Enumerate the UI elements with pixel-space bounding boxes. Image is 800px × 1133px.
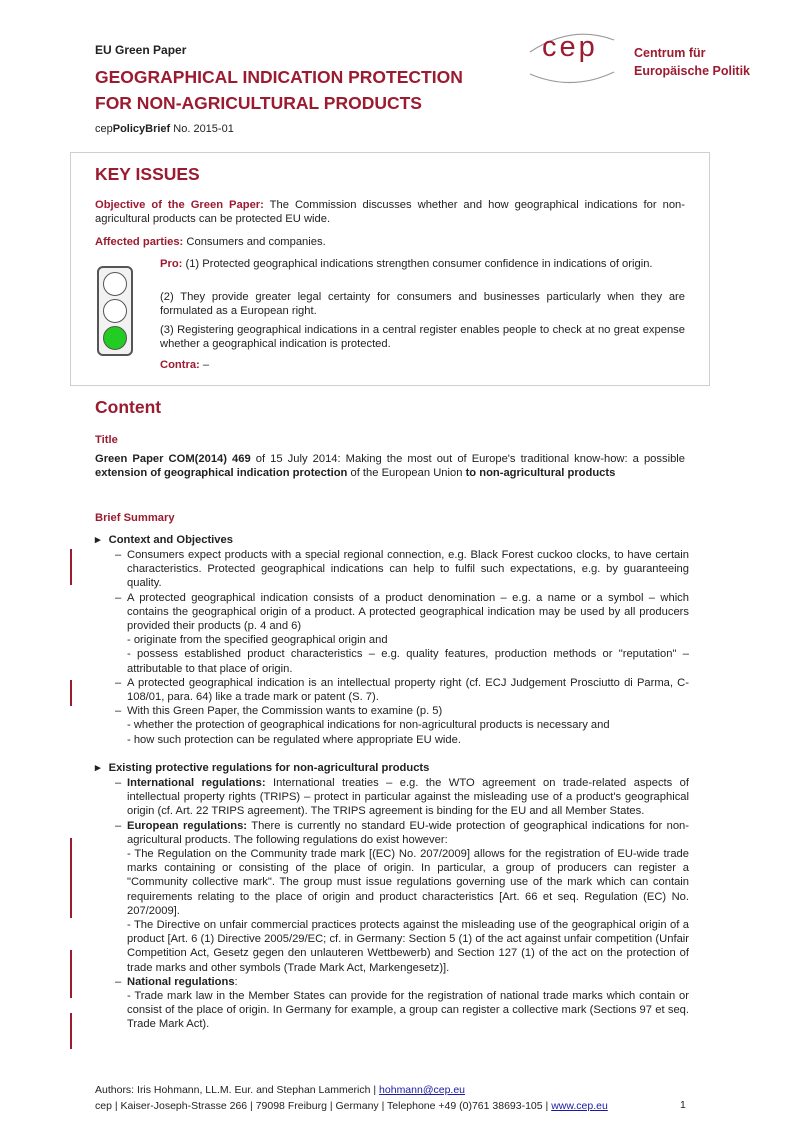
key-issues-heading: KEY ISSUES <box>95 164 200 184</box>
list-item: – European regulations: There is currently no standard EU-wide protection of geographical indications for non-agricultural products. The following regulations do exist however: - The Regulation on the Community trade mark [(EC) No. 207/2009] allows for the registration of EU-wide trade marks containing or consisting of the place of origin. In particular, a group of producers can register a "Community collective mark". The group must issue regulations governing use of the mark which can contain requirements relating to the place of origin and product characteristics [Art. 66 et seq. Regulation (EC) No. 207/2009]. - The Directive on unfair commercial practices protects against the misleading use of the geographical origin of a product [Art. 6 (1) Directive 2005/29/EC; cf. in Germany: Section 5 (1) of the act against unfair competition (Unfair Competition Act, Gesetz gegen den unlauteren Wettbewerb) and Section 127 (1) of the act on the protection of trade marks and other symbols (Trade Mark Act, Markengesetz)]. <box>115 819 689 975</box>
lamp-middle <box>103 299 127 323</box>
affected-parties: Affected parties: Consumers and companies. <box>95 236 326 248</box>
page-number: 1 <box>680 1099 686 1111</box>
footer: Authors: Iris Hohmann, LL.M. Eur. and Stephan Lammerich | hohmann@cep.eu cep | Kaiser-Joseph-Strasse 266 | 79098 Freiburg | Germany | Telephone +49 (0)761 38693-105 | www.cep.eu <box>95 1084 608 1112</box>
title-paragraph: Green Paper COM(2014) 469 of 15 July 2014: Making the most out of Europe's traditional know-how: a possible extension of geographical indication protection of the European Union to non-agricultural products <box>95 453 686 480</box>
pro-3: (3) Registering geographical indications in a central register enables people to check at no great expense whether a geographical indication is protected. <box>160 324 685 351</box>
existing-list <box>115 776 689 1032</box>
summary-label: Brief Summary <box>95 512 175 524</box>
cep-logo <box>522 30 762 90</box>
contra: Contra: – <box>160 359 210 371</box>
lamp-green <box>103 326 127 350</box>
email-link[interactable]: hohmann@cep.eu <box>379 1084 466 1096</box>
list-item: – With this Green Paper, the Commission wants to examine (p. 5) - whether the protection of geographical indications for non-agricultural products is necessary and - how such protection can be regulated where appropriate EU wide. <box>115 704 689 747</box>
lamp-top <box>103 272 127 296</box>
website-link[interactable]: www.cep.eu <box>551 1100 608 1112</box>
context-list <box>115 548 689 747</box>
list-item: – A protected geographical indication consists of a product denomination – e.g. a name or a symbol – which contains the geographical origin of a product. A protected geographical indication may be used by all producers provided their products (p. 4 and 6) - originate from the specified geographical origin and - possess established product characteristics – e.g. quality features, production methods or "reputation" – attributable to that place of origin. <box>115 591 689 676</box>
page-title: GEOGRAPHICAL INDICATION PROTECTION FOR NON-AGRICULTURAL PRODUCTS <box>95 67 463 113</box>
logo-name: Centrum für Europäische Politik <box>634 46 751 78</box>
brief-number: cepPolicyBrief No. 2015-01 <box>95 123 234 135</box>
list-item: – International regulations: International treaties – e.g. the WTO agreement on trade-related aspects of intellectual property rights (TRIPS) – protect in particular against the misleading use of a product's geographical origin (cf. Art. 22 TRIPS agreement). The TRIPS agreement is binding for the EU and all Member States. <box>115 776 689 819</box>
key-issues-box <box>70 152 710 386</box>
list-item: – A protected geographical indication is an intellectual property right (cf. ECJ Judgement Prosciutto di Parma, C-108/01, para. 64) like a trade mark or patent (S. 7). <box>115 676 689 704</box>
logo-mark: cep <box>542 31 598 63</box>
margin-bar <box>70 1013 72 1049</box>
margin-bar <box>70 549 72 585</box>
content-heading: Content <box>95 397 162 417</box>
margin-bar <box>70 838 72 918</box>
section-existing: ▸ Existing protective regulations for non-agricultural products <box>95 761 429 775</box>
list-item: – Consumers expect products with a special regional connection, e.g. Black Forest cuckoo clocks, to have certain characteristics. Protected geographical indications can help to fulfil such expectations, e.g. by guaranteeing quality. <box>115 548 689 591</box>
margin-bar <box>70 950 72 998</box>
document-label: EU Green Paper <box>95 43 187 57</box>
title-label: Title <box>95 434 118 446</box>
section-context: ▸ Context and Objectives <box>95 533 233 547</box>
objective-paragraph: Objective of the Green Paper: The Commission discusses whether and how geographical indications for non-agricultural products can be protected EU wide. <box>95 199 685 226</box>
traffic-light-icon <box>97 266 133 356</box>
pro-2: (2) They provide greater legal certainty for consumers and businesses particularly when they are formulated as a European right. <box>160 291 685 318</box>
list-item: – National regulations: - Trade mark law in the Member States can provide for the registration of national trade marks which contain or consist of the place of origin. In Germany for example, a group can register a collective mark (Sections 97 et seq. Trade Mark Act). <box>115 975 689 1032</box>
pro-1: Pro: (1) Protected geographical indications strengthen consumer confidence in indications of origin. <box>160 258 653 270</box>
margin-bar <box>70 680 72 706</box>
